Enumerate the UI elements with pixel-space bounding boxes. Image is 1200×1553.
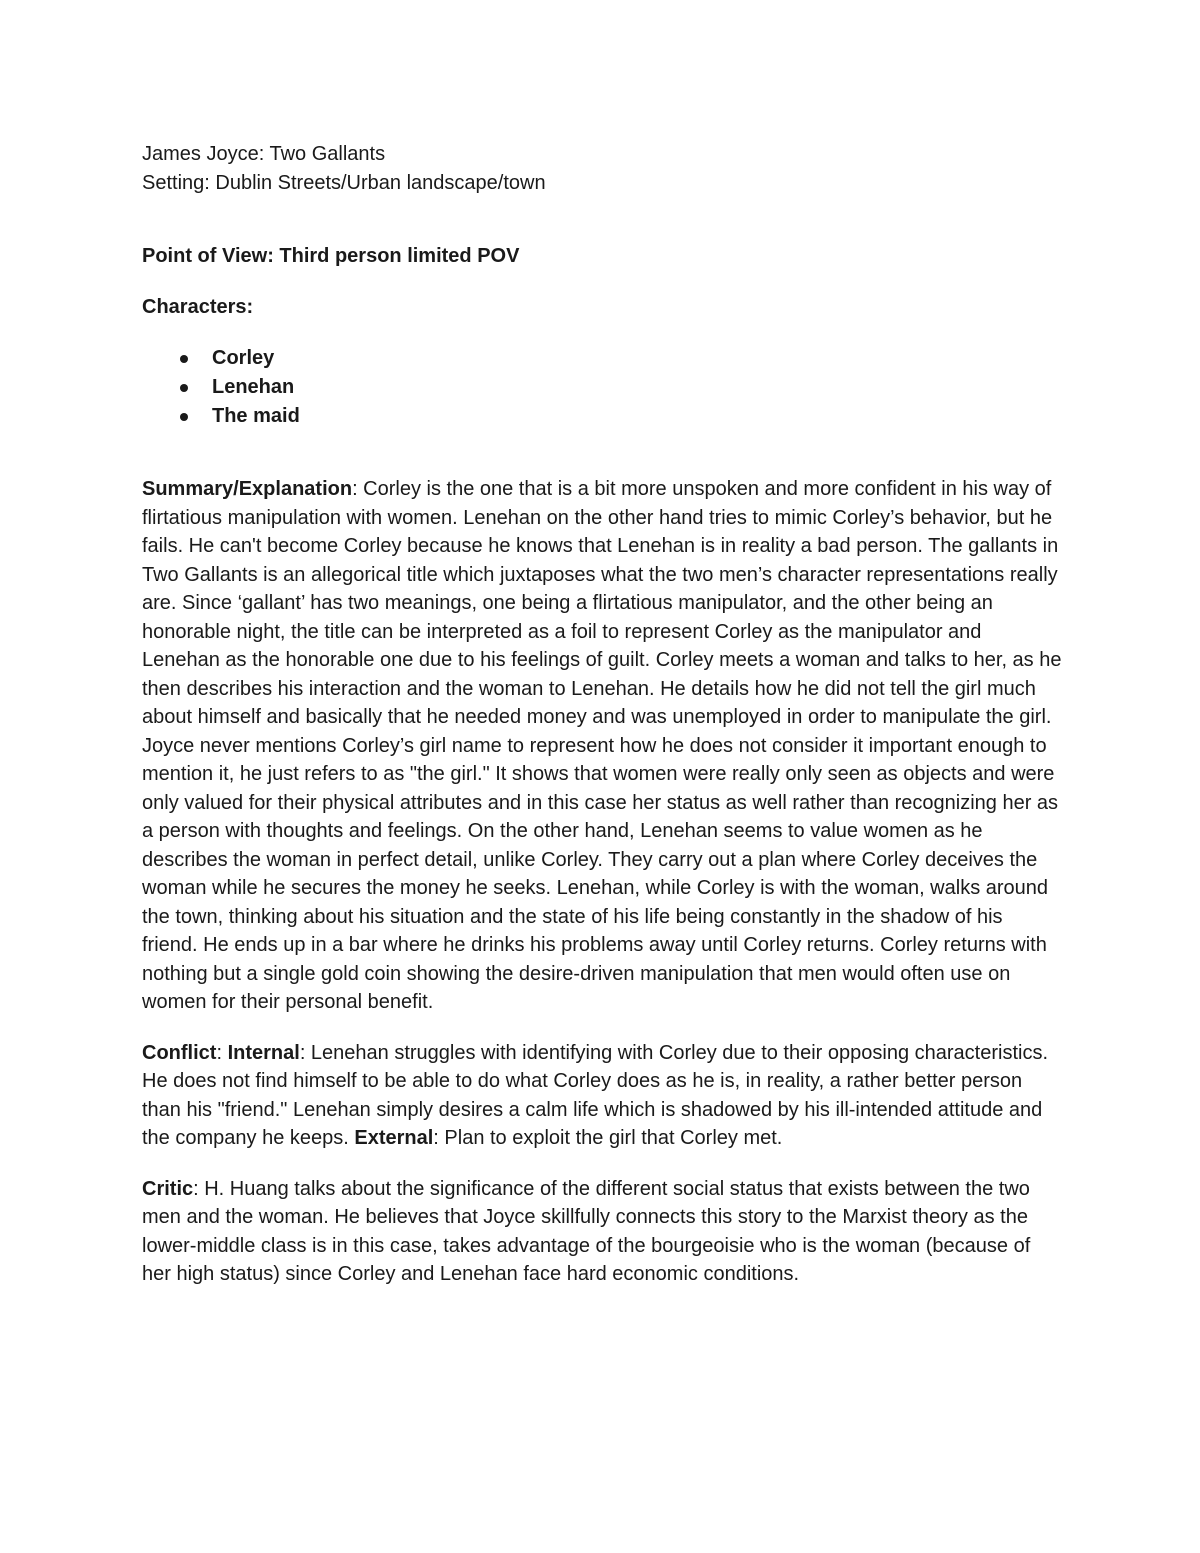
bullet-icon [180, 384, 188, 392]
setting-line: Setting: Dublin Streets/Urban landscape/town [142, 172, 546, 194]
story-title: James Joyce: Two Gallants [142, 143, 386, 165]
external-text: : Plan to exploit the girl that Corley met. [433, 1127, 783, 1149]
conflict-paragraph: Conflict: Internal: Lenehan struggles with identifying with Corley due to their opposing characteristics. He does not find himself to be able to do what Corley does as he is, in reality, a rather better person than his "friend." Lenehan simply desires a calm life which is shadowed by his ill-intended attitude and the company he keeps. External: Plan to exploit the girl that Corley met. [142, 1041, 1048, 1149]
list-item: Lenehan [142, 373, 1062, 402]
critic-label: Critic [142, 1177, 194, 1200]
list-item: Corley [142, 344, 1062, 373]
bullet-icon [180, 355, 188, 363]
internal-label: Internal [227, 1041, 300, 1064]
list-item: The maid [142, 402, 1062, 431]
document-body [142, 140, 1062, 1289]
characters-heading: Characters: [142, 296, 254, 318]
external-label: External [354, 1127, 434, 1149]
critic-text: : H. Huang talks about the significance of the different social status that exists between the two men and the woman. He believes that Joyce skillfully connects this story to the Marxist theory as the lower-middle class is in this case, takes advantage of the bourgeoisie who is the woman (because of her high status) since Corley and Lenehan face hard economic conditions. [142, 1177, 1031, 1285]
bullet-icon [180, 413, 188, 421]
critic-paragraph [142, 1175, 1062, 1289]
internal-text: : Lenehan struggles with identifying with Corley due to their opposing characteristics. He does not find himself to be able to do what Corley does as he is, in reality, a rather better person than his "friend." Lenehan simply desires a calm life which is shadowed by his ill-intended attitude and the company he keeps. [142, 1041, 1048, 1149]
conflict-label: Conflict [142, 1041, 217, 1064]
summary-label: Summary/Explanation [142, 478, 353, 500]
summary-paragraph [142, 475, 1062, 1017]
summary-text: : Corley is the one that is a bit more unspoken and more confident in his way of flirtatious manipulation with women. Lenehan on the other hand tries to mimic Corley’s behavior, but he fails. He can't become Corley because he knows that Lenehan is in reality a bad person. The gallants in Two Gallants is an allegorical title which juxtaposes what the two men’s character representations really are. Since ‘gallant’ has two meanings, one being a flirtatious manipulator, and the other being an honorable night, the title can be interpreted as a foil to represent Corley as the manipulator and Lenehan as the honorable one due to his feelings of guilt. Corley meets a woman and talks to her, as he then describes his interaction and the woman to Lenehan. He details how he did not tell the girl much about himself and basically that he needed money and was unemployed in order to manipulate the girl. Joyce never mentions Corley’s girl name to represent how he does not consider it important enough to mention it, he just refers to as "the girl." It shows that women were really only seen as objects and were only valued for their physical attributes and in this case her status as well rather than recognizing her as a person with thoughts and feelings. On the other hand, Lenehan seems to value women as he describes the woman in perfect detail, unlike Corley. They carry out a plan where Corley deceives the woman while he secures the money he seeks. Lenehan, while Corley is with the woman, walks around the town, thinking about his situation and the state of his life being constantly in the shadow of his friend. He ends up in a bar where he drinks his problems away until Corley returns. Corley returns with nothing but a single gold coin showing the desire-driven manipulation that men would often use on women for their personal benefit. [142, 478, 1062, 1013]
pov-line: Point of View: Third person limited POV [142, 245, 520, 267]
characters-list [142, 344, 1062, 431]
